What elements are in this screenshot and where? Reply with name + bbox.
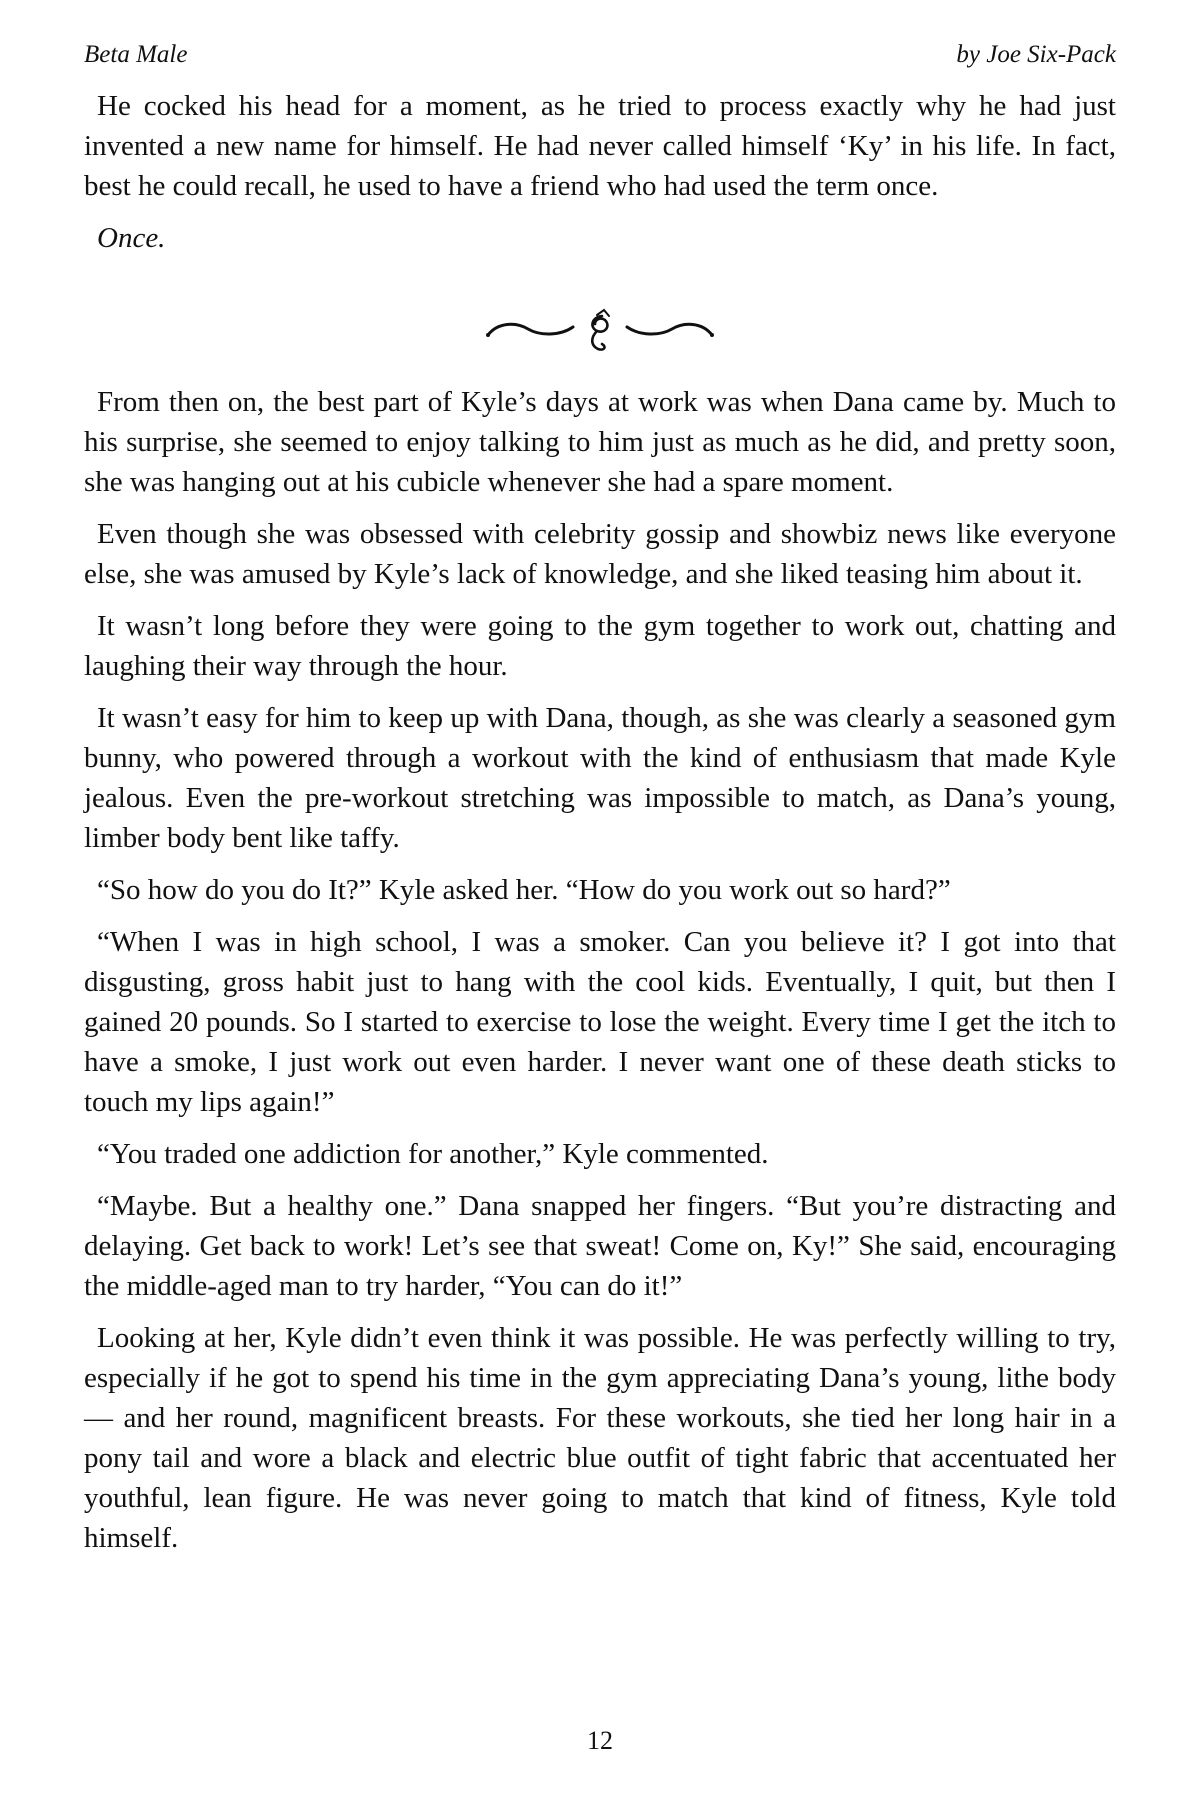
flourish-icon <box>480 308 720 352</box>
book-title: Beta Male <box>84 41 188 68</box>
paragraph: “When I was in high school, I was a smoker. Can you believe it? I got into that disgusting, gross habit just to hang with the cool kids. Eventually, I quit, but then I gained 20 pounds. So I started to exercise to lose the weight. Every time I get the itch to have a smoke, I just work out even harder. I never want one of these death sticks to touch my lips again!” <box>84 926 1116 1118</box>
paragraph: From then on, the best part of Kyle’s days at work was when Dana came by. Much to his surprise, she seemed to enjoy talking to him just as much as he did, and pretty soon, she was hanging out at his cubicle whenever she had a spare moment. <box>84 386 1116 498</box>
paragraph: He cocked his head for a moment, as he tried to process exactly why he had just invented a new name for himself. He had never called himself ‘Ky’ in his life. In fact, best he could recall, he used to have a friend who had used the term once. <box>84 90 1116 202</box>
page-footer <box>0 1726 1200 1756</box>
book-author: by Joe Six-Pack <box>956 41 1116 68</box>
paragraph: Even though she was obsessed with celebrity gossip and showbiz news like everyone else, she was amused by Kyle’s lack of knowledge, and she liked teasing him about it. <box>84 518 1116 590</box>
paragraph: “Maybe. But a healthy one.” Dana snapped her fingers. “But you’re distracting and delaying. Get back to work! Let’s see that sweat! Come on, Ky!” She said, encouraging the middle-aged man to try harder, “You can do it!” <box>84 1190 1116 1302</box>
paragraph: It wasn’t long before they were going to the gym together to work out, chatting and laughing their way through the hour. <box>84 610 1116 682</box>
paragraph-italic: Once. <box>97 222 166 254</box>
paragraph: “You traded one addiction for another,” Kyle commented. <box>97 1138 769 1170</box>
page-number: 12 <box>587 1726 613 1755</box>
running-header <box>84 40 1116 70</box>
scene-break-divider <box>84 308 1116 352</box>
page-body <box>84 86 1116 1558</box>
paragraph: Looking at her, Kyle didn’t even think it was possible. He was perfectly willing to try, especially if he got to spend his time in the gym appreciating Dana’s young, lithe body — and her round, magnificent breasts. For these workouts, she tied her long hair in a pony tail and wore a black and electric blue outfit of tight fabric that accentuated her youthful, lean figure. He was never going to match that kind of fitness, Kyle told himself. <box>84 1322 1116 1554</box>
paragraph: “So how do you do It?” Kyle asked her. “How do you work out so hard?” <box>97 874 951 906</box>
paragraph: It wasn’t easy for him to keep up with Dana, though, as she was clearly a seasoned gym bunny, who powered through a workout with the kind of enthusiasm that made Kyle jealous. Even the pre-workout stretching was impossible to match, as Dana’s young, limber body bent like taffy. <box>84 702 1116 854</box>
